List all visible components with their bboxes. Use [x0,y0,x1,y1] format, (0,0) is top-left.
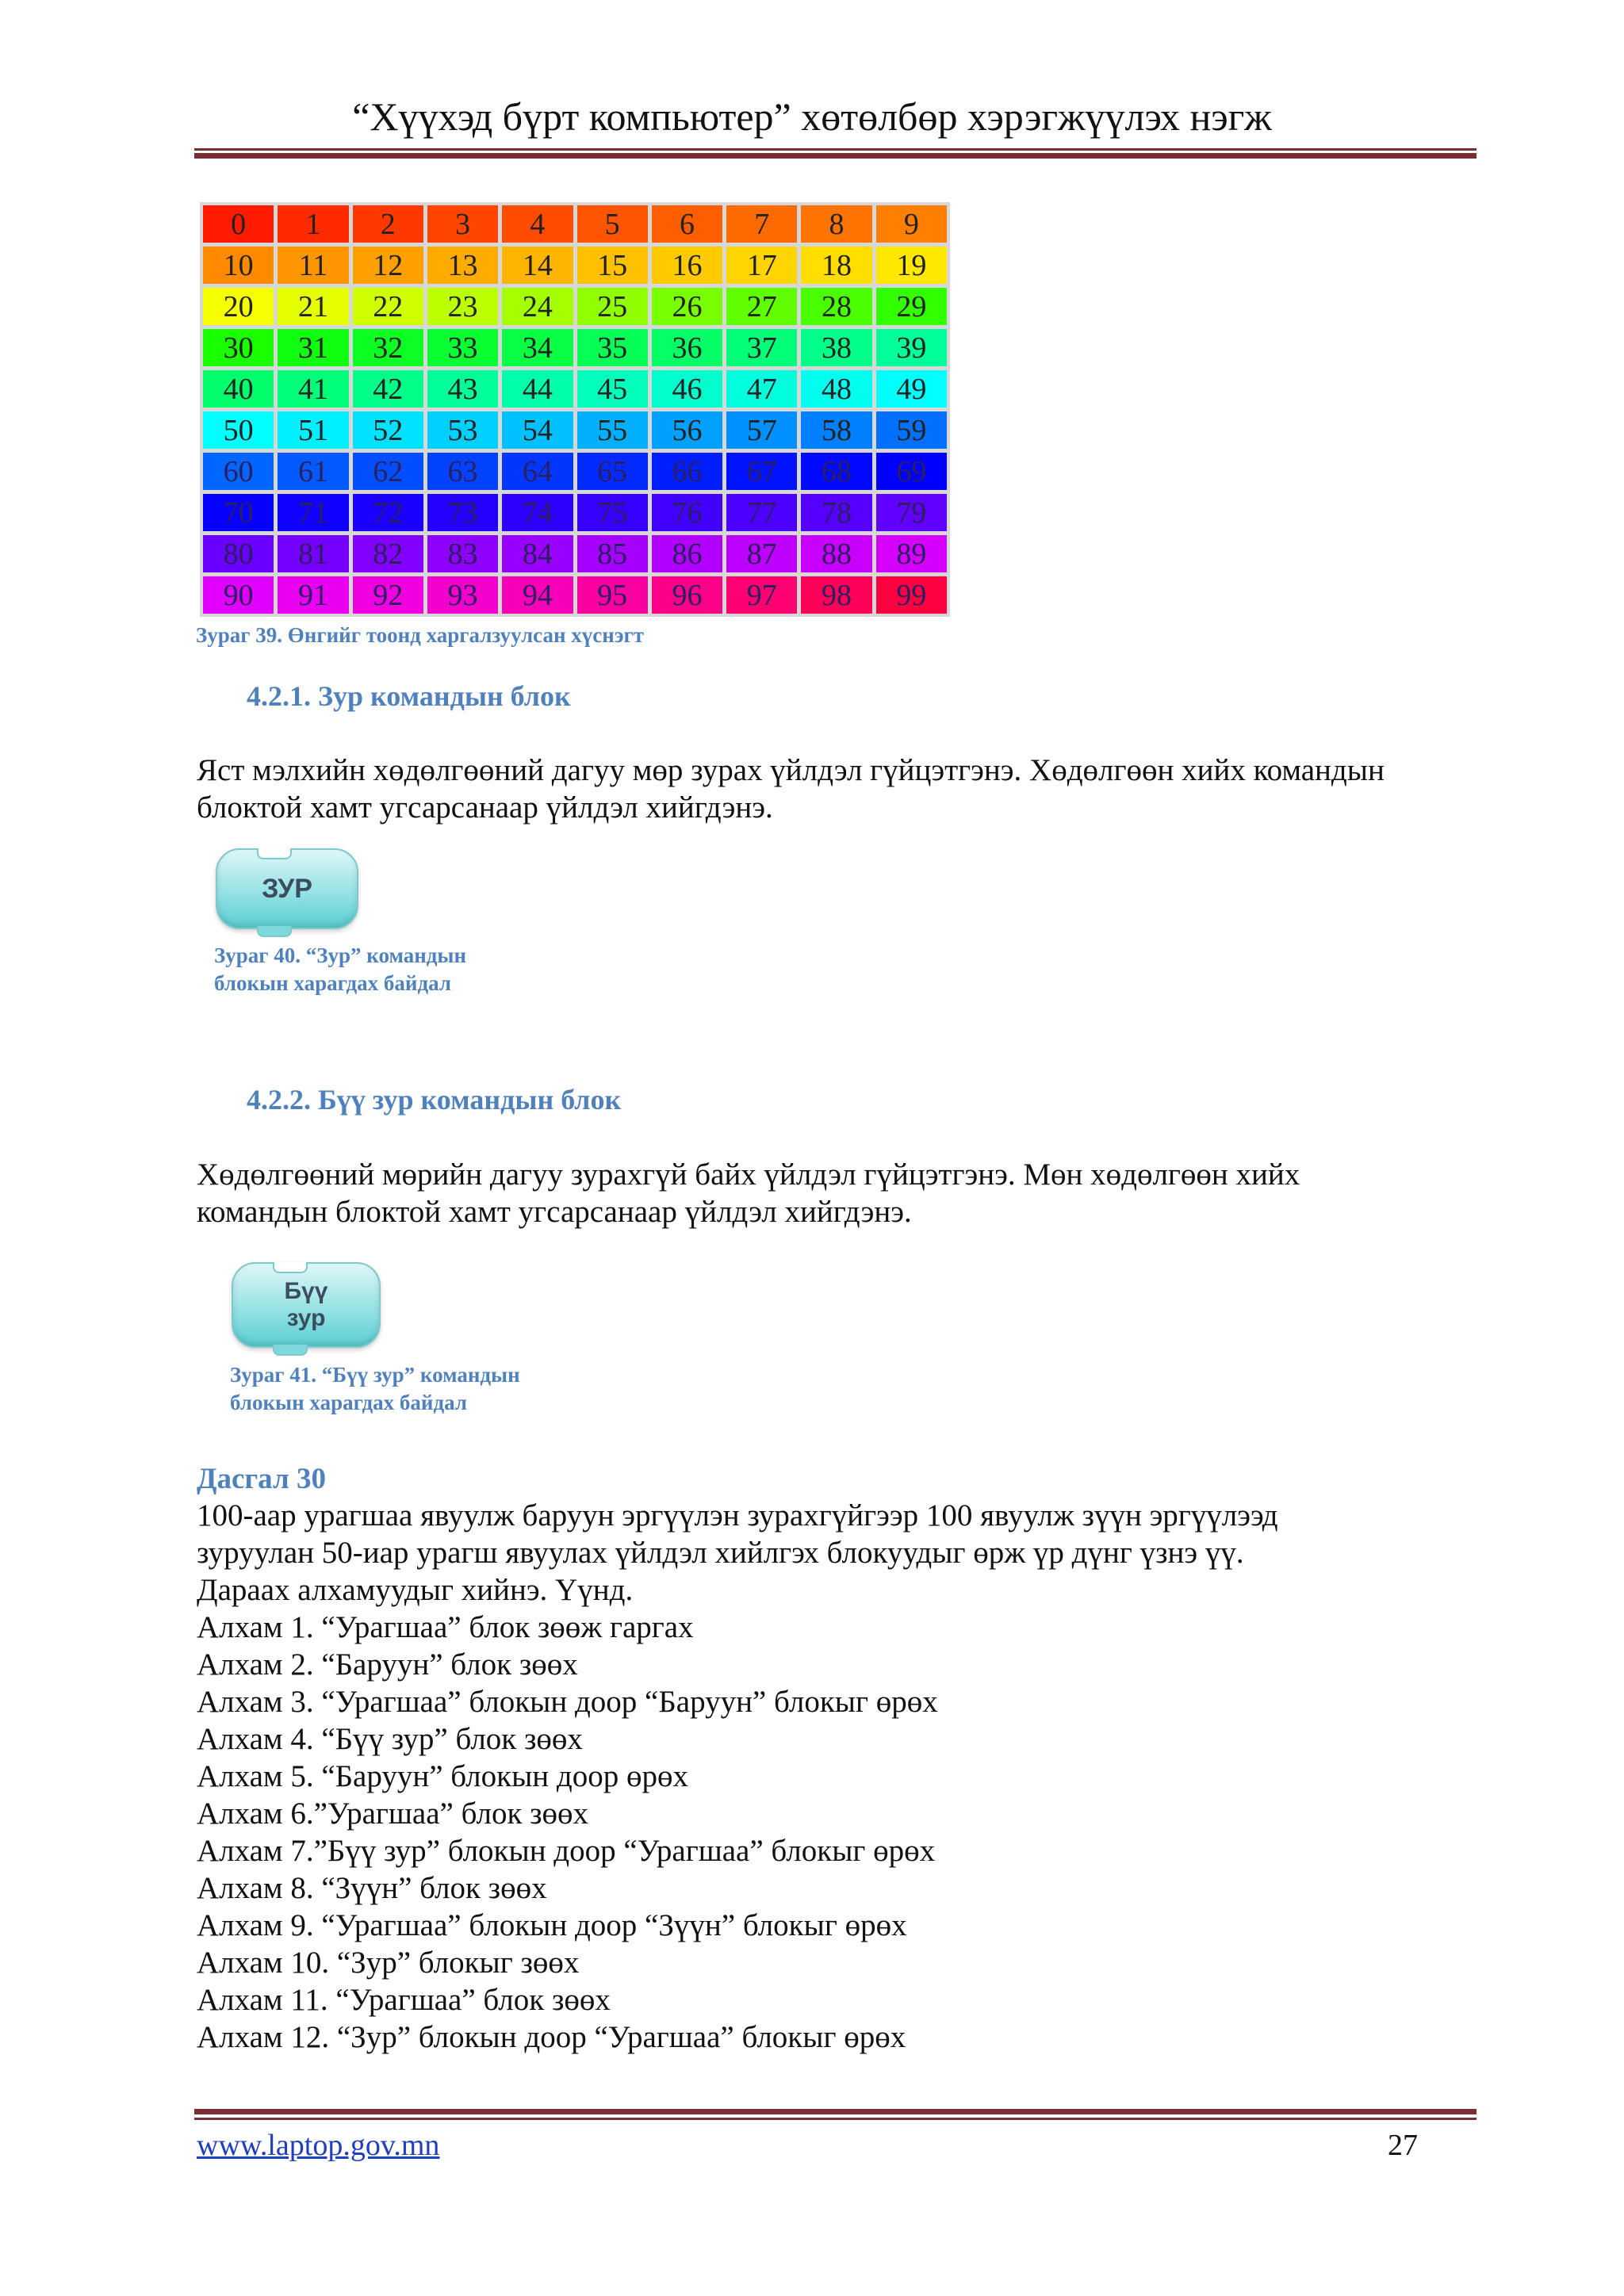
figure-41-caption-line-2: блокын харагдах байдал [230,1391,468,1414]
exercise-line: зуруулан 50-иар урагш явуулах үйлдэл хийлгэх блокуудыг өрж үр дүнг үзнэ үү. [197,1536,1244,1570]
color-cell: 78 [801,494,871,531]
footer-website-link[interactable]: www.laptop.gov.mn [197,2129,440,2162]
section-4-2-2-heading: 4.2.2. Бүү зур командын блок [247,1084,622,1115]
block-bottom-tab [273,1345,308,1356]
color-cell: 20 [203,288,274,325]
color-cell: 6 [652,205,722,243]
header-rule-thick [194,153,1477,159]
color-cell: 65 [577,453,648,490]
color-cell: 18 [801,247,871,284]
color-cell: 95 [577,576,648,614]
figure-39-caption: Зураг 39. Өнгийг тоонд харгалзуулсан хүснэгт [196,623,645,647]
color-cell: 10 [203,247,274,284]
page-header-title: “Хүүхэд бүрт компьютер” хөтөлбөр хэрэгжүүлэх нэгж [352,94,1272,139]
exercise-line: Алхам 2. “Баруун” блок зөөх [197,1647,578,1682]
exercise-steps [197,1497,1278,2056]
exercise-line: Алхам 1. “Урагшаа” блок зөөж гаргах [197,1610,694,1644]
color-cell: 82 [353,535,423,572]
color-cell: 39 [876,329,947,366]
color-cell: 36 [652,329,722,366]
exercise-line: Алхам 7.”Бүү зур” блокын доор “Урагшаа” блокыг өрөх [197,1834,936,1868]
exercise-line: Алхам 12. “Зур” блокын доор “Урагшаа” блокыг өрөх [197,2020,906,2054]
color-cell: 75 [577,494,648,531]
color-cell: 14 [502,247,573,284]
block-top-notch [273,1262,308,1273]
color-cell: 1 [278,205,348,243]
color-cell: 97 [726,576,797,614]
color-cell: 26 [652,288,722,325]
color-cell: 94 [502,576,573,614]
color-cell: 69 [876,453,947,490]
color-cell: 47 [726,370,797,408]
color-cell: 4 [502,205,573,243]
figure-40-caption-line-2: блокын харагдах байдал [214,971,452,995]
color-cell: 34 [502,329,573,366]
color-cell: 27 [726,288,797,325]
color-cell: 98 [801,576,871,614]
page-number: 27 [1388,2129,1418,2162]
no-draw-block-label-line-2: зур [286,1305,326,1331]
color-cell: 29 [876,288,947,325]
color-cell: 92 [353,576,423,614]
color-cell: 64 [502,453,573,490]
exercise-line: Алхам 4. “Бүү зур” блок зөөх [197,1722,583,1756]
exercise-line: Алхам 11. “Урагшаа” блок зөөх [197,1983,611,2017]
footer-rule-thick [194,2109,1477,2114]
color-cell: 79 [876,494,947,531]
exercise-title: Дасгал 30 [197,1463,327,1495]
color-cell: 7 [726,205,797,243]
color-number-table [200,202,950,617]
no-draw-block-label-line-1: Бүү [284,1278,328,1304]
color-cell: 2 [353,205,423,243]
color-cell: 90 [203,576,274,614]
color-cell: 49 [876,370,947,408]
color-cell: 42 [353,370,423,408]
color-cell: 80 [203,535,274,572]
section-4-2-2-line-2: командын блоктой хамт угсарсанаар үйлдэл хийгдэнэ. [197,1195,912,1229]
color-cell: 54 [502,411,573,449]
exercise-line: Дараах алхамуудыг хийнэ. Үүнд. [197,1573,634,1607]
color-cell: 35 [577,329,648,366]
color-cell: 71 [278,494,348,531]
color-cell: 0 [203,205,274,243]
color-cell: 56 [652,411,722,449]
color-cell: 43 [427,370,498,408]
footer-rule-thin [194,2118,1477,2120]
exercise-line: Алхам 6.”Урагшаа” блок зөөх [197,1797,589,1831]
exercise-line: 100-аар урагшаа явуулж баруун эргүүлэн зурахгүйгээр 100 явуулж зүүн эргүүлээд [197,1498,1278,1533]
color-cell: 8 [801,205,871,243]
color-cell: 45 [577,370,648,408]
color-cell: 24 [502,288,573,325]
section-4-2-2-line-1: Хөдөлгөөний мөрийн дагуу зурахгүй байх үйлдэл гүйцэтгэнэ. Мөн хөдөлгөөн хийх [197,1158,1300,1192]
color-cell: 72 [353,494,423,531]
color-cell: 37 [726,329,797,366]
color-cell: 85 [577,535,648,572]
color-cell: 67 [726,453,797,490]
color-cell: 28 [801,288,871,325]
color-cell: 99 [876,576,947,614]
color-cell: 93 [427,576,498,614]
color-cell: 57 [726,411,797,449]
exercise-line: Алхам 5. “Баруун” блокын доор өрөх [197,1759,688,1793]
color-cell: 40 [203,370,274,408]
draw-block-label: ЗУР [262,873,312,904]
color-cell: 13 [427,247,498,284]
exercise-line: Алхам 9. “Урагшаа” блокын доор “Зүүн” блокыг өрөх [197,1908,907,1942]
color-cell: 89 [876,535,947,572]
color-cell: 55 [577,411,648,449]
color-cell: 91 [278,576,348,614]
color-cell: 19 [876,247,947,284]
color-cell: 74 [502,494,573,531]
color-cell: 86 [652,535,722,572]
color-cell: 70 [203,494,274,531]
color-cell: 81 [278,535,348,572]
section-4-2-1-line-2: блоктой хамт угсарсанаар үйлдэл хийгдэнэ. [197,790,773,825]
color-cell: 23 [427,288,498,325]
color-cell: 38 [801,329,871,366]
color-cell: 31 [278,329,348,366]
color-cell: 87 [726,535,797,572]
color-cell: 63 [427,453,498,490]
block-top-notch [257,848,292,859]
header-rule-thin [194,148,1477,151]
color-cell: 51 [278,411,348,449]
exercise-line: Алхам 10. “Зур” блокыг зөөх [197,1946,580,1980]
color-cell: 52 [353,411,423,449]
color-cell: 5 [577,205,648,243]
color-cell: 15 [577,247,648,284]
draw-command-block [216,848,358,929]
color-cell: 53 [427,411,498,449]
color-cell: 62 [353,453,423,490]
color-cell: 76 [652,494,722,531]
color-cell: 11 [278,247,348,284]
color-cell: 83 [427,535,498,572]
figure-41-caption-line-1: Зураг 41. “Бүү зур” командын [230,1363,520,1387]
color-cell: 58 [801,411,871,449]
color-cell: 59 [876,411,947,449]
color-cell: 60 [203,453,274,490]
color-cell: 17 [726,247,797,284]
color-cell: 66 [652,453,722,490]
color-cell: 73 [427,494,498,531]
section-4-2-1-heading: 4.2.1. Зур командын блок [247,680,571,712]
color-cell: 12 [353,247,423,284]
color-cell: 48 [801,370,871,408]
color-cell: 30 [203,329,274,366]
exercise-line: Алхам 3. “Урагшаа” блокын доор “Баруун” блокыг өрөх [197,1685,938,1719]
color-cell: 16 [652,247,722,284]
color-cell: 9 [876,205,947,243]
color-cell: 84 [502,535,573,572]
color-cell: 3 [427,205,498,243]
figure-40-caption-line-1: Зураг 40. “Зур” командын [214,943,467,967]
block-bottom-tab [257,926,292,937]
color-cell: 25 [577,288,648,325]
color-cell: 46 [652,370,722,408]
color-cell: 61 [278,453,348,490]
color-cell: 77 [726,494,797,531]
exercise-line: Алхам 8. “Зүүн” блок зөөх [197,1871,547,1905]
no-draw-command-block [232,1262,381,1348]
section-4-2-1-line-1: Яст мэлхийн хөдөлгөөний дагуу мөр зурах үйлдэл гүйцэтгэнэ. Хөдөлгөөн хийх командын [197,753,1385,787]
color-cell: 88 [801,535,871,572]
color-cell: 22 [353,288,423,325]
color-cell: 50 [203,411,274,449]
color-cell: 68 [801,453,871,490]
color-cell: 96 [652,576,722,614]
color-cell: 41 [278,370,348,408]
color-cell: 21 [278,288,348,325]
color-cell: 44 [502,370,573,408]
color-cell: 32 [353,329,423,366]
color-cell: 33 [427,329,498,366]
